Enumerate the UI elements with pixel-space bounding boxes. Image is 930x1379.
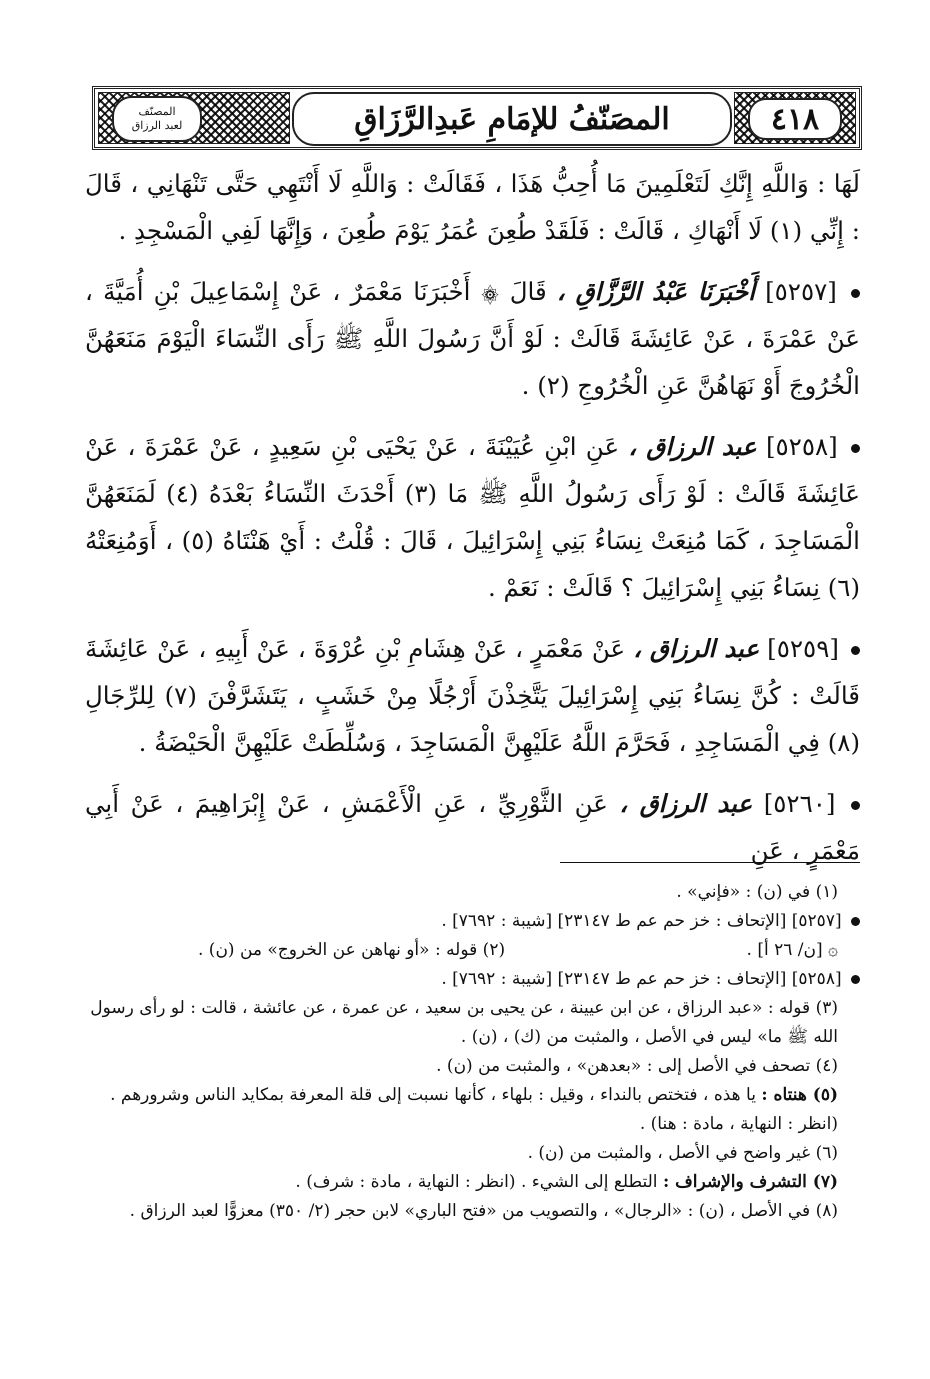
footnote-4: (٤) تصحف في الأصل إلى : «بعدهن» ، والمثبت من (ن) .	[436, 1056, 838, 1076]
paragraph-continuation	[85, 160, 860, 254]
bullet-icon	[851, 444, 860, 453]
hadith-text: عَنْ مَعْمَرٍ ، عَنْ هِشَامِ بْنِ عُرْوَةَ ، عَنْ أَبِيهِ ، عَنْ عَائِشَةَ قَالَتْ : كُنَّ نِسَاءُ بَنِي إِسْرَائِيلَ يَتَّخِذْنَ أَرْجُلًا مِنْ خَشَبٍ ، يَتَشَرَّفْنَ (٧) لِلرِّجَالِ (٨) فِي الْمَسَاجِدِ ، فَحَرَّمَ اللَّهُ عَلَيْهِنَّ الْمَسَاجِدَ ، وَسُلِّطَتْ عَلَيْهِنَّ الْحَيْضَةُ .	[85, 634, 861, 757]
page-number: ٤١٨	[748, 98, 842, 140]
hadith-5259	[85, 625, 860, 766]
term-head: (٧) التشرف والإشراف :	[662, 1172, 838, 1192]
footnote-6: (٦) غير واضح في الأصل ، والمثبت من (ن) .	[527, 1143, 838, 1163]
bullet-icon	[851, 289, 860, 298]
hadith-number: [٥٢٦٠]	[763, 789, 836, 818]
narrator-name: أَخْبَرَنَا عَبْدُ الرَّزَّاقِ ،	[556, 277, 755, 306]
footnote-7	[78, 1168, 860, 1197]
hadith-number: [٥٢٥٨]	[765, 432, 838, 461]
footnote-text: يا هذه ، فتختص بالنداء ، وقيل : بلهاء ، كأنها نسبت إلى قلة المعرفة بمكايد الناس وشرورهم . (انظر : النهاية ، مادة : هنا) .	[110, 1085, 838, 1134]
footnote-row	[78, 936, 860, 965]
hadith-text: قَالَ ۞ أَخْبَرَنَا مَعْمَرٌ ، عَنْ إِسْمَاعِيلَ بْنِ أُمَيَّةَ ، عَنْ عَمْرَةَ ، عَنْ عَائِشَةَ قَالَتْ : لَوْ أَنَّ رَسُولَ اللَّهِ ﷺ رَأَى النِّسَاءَ الْيَوْمَ مَنَعَهُنَّ الْخُرُوجَ أَوْ نَهَاهُنَّ عَنِ الْخُرُوجِ (٢) .	[85, 277, 860, 400]
bullet-icon	[851, 646, 860, 655]
itihaf-5258	[78, 965, 860, 994]
paragraph-text: لَهَا : وَاللَّهِ إِنَّكِ لَتَعْلَمِينَ مَا أُحِبُّ هَذَا ، فَقَالَتْ : وَاللَّهِ لَا أَنْتَهِي حَتَّى تَنْهَانِي ، قَالَ : إِنِّي (١) لَا أَنْهَاكِ ، قَالَتْ : فَلَقَدْ طُعِنَ عُمَرُ يَوْمَ طُعِنَ ، وَإِنَّهَا لَفِي الْمَسْجِدِ .	[85, 169, 860, 245]
footnote-2: (٢) قوله : «أو نهاهن عن الخروج» من (ن) .	[198, 940, 506, 960]
footnote-8: (٨) في الأصل ، (ن) : «الرجال» ، والتصويب من «فتح الباري» لابن حجر (٢/ ٣٥٠) معزوًّا لعبد الرزاق .	[129, 1201, 838, 1221]
hadith-5260	[85, 780, 860, 874]
page-header	[92, 86, 862, 150]
folio-marker: ۞ [ن/ ٢٦ أ] .	[746, 940, 838, 960]
bullet-icon	[851, 917, 860, 926]
hadith-text: عَنِ ابْنِ عُيَيْنَةَ ، عَنْ يَحْيَى بْنِ سَعِيدٍ ، عَنْ عَمْرَةَ ، عَنْ عَائِشَةَ قَالَتْ : لَوْ رَأَى رَسُولُ اللَّهِ ﷺ مَا (٣) أَحْدَثَ النِّسَاءُ بَعْدَهُ (٤) لَمَنَعَهُنَّ الْمَسَاجِدَ ، كَمَا مُنِعَتْ نِسَاءُ بَنِي إِسْرَائِيلَ ، قَالَ : قُلْتُ : أَيْ هَنْتَاهُ (٥) ، أَوَمُنِعَتْهُ (٦) نِسَاءُ بَنِي إِسْرَائِيلَ ؟ قَالَتْ : نَعَمْ .	[85, 432, 860, 602]
running-title: المصَنّفُ للإمَامِ عَبدِالرَّزَاقِ	[292, 92, 732, 146]
hadith-5257	[85, 268, 860, 409]
narrator-name: عبد الرزاق ،	[633, 634, 760, 663]
main-text	[85, 160, 860, 888]
bullet-icon	[851, 801, 860, 810]
itihaf-5257	[78, 907, 860, 936]
footnote-5	[78, 1081, 860, 1139]
hadith-number: [٥٢٥٩]	[767, 634, 839, 663]
hadith-text: عَنِ الثَّوْرِيِّ ، عَنِ الْأَعْمَشِ ، عَنْ إِبْرَاهِيمَ ، عَنْ أَبِي مَعْمَرٍ ، عَنِ	[85, 789, 860, 865]
logo-line-1: المصنّف	[138, 105, 176, 118]
book-logo	[112, 96, 202, 142]
hadith-5258	[85, 423, 860, 611]
footnote-text: التطلع إلى الشيء . (انظر : النهاية ، مادة : شرف) .	[295, 1172, 658, 1192]
footnote-3: (٣) قوله : «عبد الرزاق ، عن ابن عيينة ، عن يحيى بن سعيد ، عن عمرة ، عن عائشة ، قالت : لو رأى رسول الله ﷺ ما» ليس في الأصل ، والمثبت من (ك) ، (ن) .	[90, 998, 838, 1047]
hadith-number: [٥٢٥٧]	[765, 277, 837, 306]
itihaf-text: [٥٢٥٨] [الإتحاف : خز حم عم ط ٢٣١٤٧] [شيبة : ٧٦٩٢] .	[441, 969, 842, 989]
itihaf-text: [٥٢٥٧] [الإتحاف : خز حم عم ط ٢٣١٤٧] [شيبة : ٧٦٩٢] .	[441, 911, 842, 931]
logo-line-2: لعبد الرزاق	[131, 119, 183, 132]
bullet-icon	[851, 975, 860, 984]
narrator-name: عبد الرزاق ،	[619, 789, 753, 818]
footnote-1: (١) في (ن) : «فإني» .	[676, 882, 838, 902]
term-head: (٥) هنتاه :	[761, 1085, 838, 1105]
footnote-separator	[560, 862, 860, 863]
footnotes	[78, 878, 860, 1226]
narrator-name: عبد الرزاق ،	[628, 432, 757, 461]
